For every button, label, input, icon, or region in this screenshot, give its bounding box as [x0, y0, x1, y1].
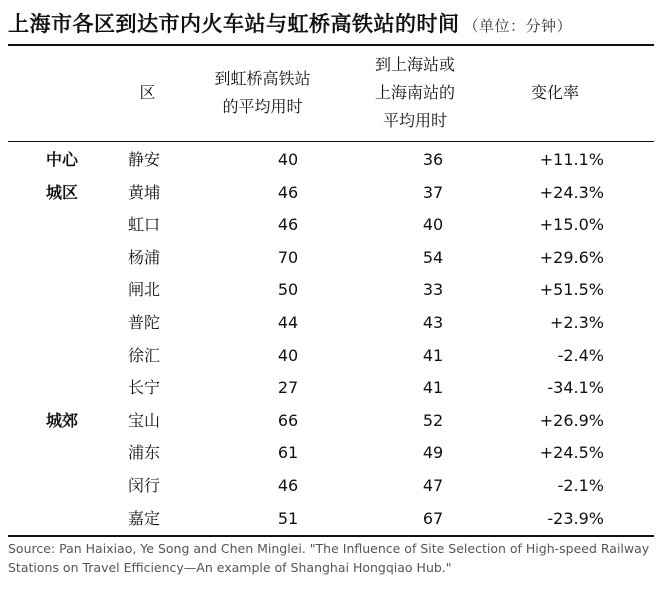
change-rate-cell: -2.4% [557, 345, 604, 365]
hongqiao-time-cell: 51 [277, 508, 299, 528]
table-row [8, 308, 654, 341]
hongqiao-time-cell: 40 [277, 345, 299, 365]
change-rate-cell: +2.3% [549, 312, 604, 332]
change-rate-cell: -23.9% [547, 508, 604, 528]
header-hongqiao-line1: 到虹桥高铁站 [214, 69, 311, 88]
hongqiao-time-cell: 50 [277, 280, 299, 300]
hongqiao-time-cell: 27 [277, 378, 299, 398]
shanghai-time-cell: 33 [422, 280, 444, 300]
district-cell: 闵行 [128, 475, 161, 495]
header-district [110, 46, 185, 140]
shanghai-time-cell: 41 [422, 345, 444, 365]
table-row [8, 145, 654, 178]
shanghai-time-cell: 54 [422, 247, 444, 267]
unit-label: （单位：分钟） [463, 17, 573, 35]
shanghai-time-cell: 41 [422, 378, 444, 398]
header-shanghai [340, 46, 490, 140]
change-rate-cell: +24.5% [539, 443, 604, 463]
header-rate-label: 变化率 [530, 83, 579, 102]
change-rate-cell: +29.6% [539, 247, 604, 267]
table-row [8, 373, 654, 406]
header-shanghai-line3: 平均用时 [382, 111, 447, 130]
district-cell: 嘉定 [128, 508, 161, 528]
source-note [8, 539, 658, 577]
district-cell: 虹口 [128, 215, 161, 235]
hongqiao-time-cell: 66 [277, 410, 299, 430]
change-rate-cell: +15.0% [539, 215, 604, 235]
group-label: 中心 [46, 150, 79, 169]
shanghai-time-cell: 49 [422, 443, 444, 463]
shanghai-time-cell: 40 [422, 215, 444, 235]
table-row [8, 275, 654, 308]
hongqiao-time-cell: 46 [277, 182, 299, 202]
header-shanghai-line1: 到上海站或 [374, 55, 455, 74]
change-rate-cell: +24.3% [539, 182, 604, 202]
header-district-label: 区 [139, 83, 156, 102]
header-rate [500, 46, 610, 140]
shanghai-time-cell: 43 [422, 312, 444, 332]
table-row [8, 471, 654, 504]
shanghai-time-cell: 52 [422, 410, 444, 430]
group-label: 城郊 [46, 410, 79, 430]
district-cell: 杨浦 [128, 247, 161, 267]
hongqiao-time-cell: 61 [277, 443, 299, 463]
district-cell: 徐汇 [128, 345, 161, 365]
table-row [8, 341, 654, 374]
shanghai-time-cell: 36 [422, 150, 444, 169]
header-rule [8, 141, 654, 142]
header-hongqiao-line2: 的平均用时 [222, 97, 303, 116]
change-rate-cell: -2.1% [557, 475, 604, 495]
district-cell: 静安 [128, 150, 161, 169]
district-cell: 宝山 [128, 410, 161, 430]
district-cell: 普陀 [128, 312, 161, 332]
hongqiao-time-cell: 40 [277, 150, 299, 169]
shanghai-time-cell: 37 [422, 182, 444, 202]
table-row [8, 438, 654, 471]
change-rate-cell: +11.1% [539, 150, 604, 169]
hongqiao-time-cell: 44 [277, 312, 299, 332]
shanghai-time-cell: 47 [422, 475, 444, 495]
district-cell: 黄埔 [128, 182, 161, 202]
change-rate-cell: -34.1% [547, 378, 604, 398]
table-body [8, 145, 654, 536]
table-row [8, 504, 654, 537]
source-line-2: Stations on Travel Efficiency—An example of Shanghai Hongqiao Hub." [8, 560, 452, 575]
hongqiao-time-cell: 70 [277, 247, 299, 267]
district-cell: 闸北 [128, 280, 161, 300]
change-rate-cell: +51.5% [539, 280, 604, 300]
bottom-rule [8, 535, 654, 537]
table-row [8, 210, 654, 243]
hongqiao-time-cell: 46 [277, 215, 299, 235]
table-title [8, 6, 572, 42]
header-hongqiao [195, 46, 330, 140]
hongqiao-time-cell: 46 [277, 475, 299, 495]
table-row [8, 406, 654, 439]
change-rate-cell: +26.9% [539, 410, 604, 430]
district-cell: 浦东 [128, 443, 161, 463]
district-cell: 长宁 [128, 378, 161, 398]
source-line-1: Source: Pan Haixiao, Ye Song and Chen Minglei. "The Influence of Site Selection of High-speed Railway [8, 541, 650, 556]
table-row [8, 178, 654, 211]
group-label: 城区 [46, 182, 79, 202]
shanghai-time-cell: 67 [422, 508, 444, 528]
table-row [8, 243, 654, 276]
title-text: 上海市各区到达市内火车站与虹桥高铁站的时间 [8, 12, 460, 36]
header-shanghai-line2: 上海南站的 [374, 83, 455, 102]
